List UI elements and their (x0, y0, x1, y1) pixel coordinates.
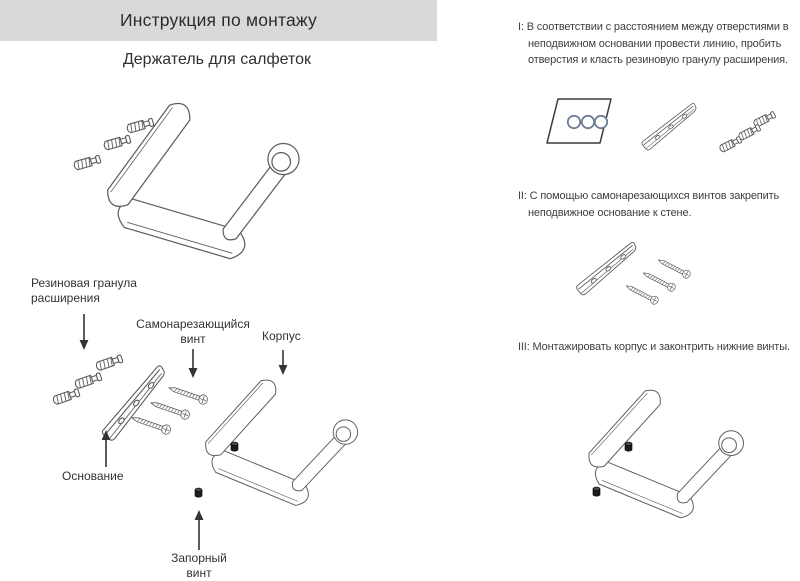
holder-body-icon (206, 380, 358, 505)
label-rubber-plug: Резиновая гранула расширения (31, 276, 137, 305)
arrow-down-icon (276, 349, 290, 376)
exploded-parts-drawing (25, 335, 465, 550)
arrow-down-icon (186, 348, 200, 379)
wall-plug-icon (52, 388, 80, 405)
screw-icon (167, 383, 208, 405)
wall-plug-icon (103, 135, 131, 151)
holder-body-icon (589, 390, 744, 517)
label-locking-screw: Запорный винт (171, 551, 227, 580)
step-2-parts-drawing (550, 228, 780, 323)
screw-icon (624, 282, 659, 305)
title-band (0, 0, 437, 41)
assembled-holder-drawing (60, 85, 390, 270)
locking-screw-icon (593, 487, 600, 496)
arrow-up-icon (192, 509, 206, 551)
wall-plug-icon (719, 136, 742, 153)
locking-screw-icon (195, 488, 202, 497)
wall-plug-icon (738, 124, 761, 141)
label-self-tapping-screw: Самонарезающийся винт (136, 317, 250, 346)
step-3-text: III: Монтажировать корпус и законтрить нижние винты. (518, 341, 790, 353)
step-1-parts-drawing (530, 88, 790, 168)
wall-plug-icon (73, 155, 101, 171)
locking-screw-icon (625, 442, 632, 451)
screw-icon (149, 398, 190, 420)
product-subtitle: Держатель для салфеток (122, 51, 312, 68)
screw-icon (130, 413, 171, 435)
page-title: Инструкция по монтажу (120, 10, 317, 30)
screw-icon (641, 269, 676, 292)
step-2-text: II: С помощью самонарезающихся винтов закрепить неподвижное основание к стене. (518, 190, 780, 219)
wall-plug-icon (74, 372, 102, 389)
step-1-text: I: В соответствии с расстоянием между отверстиями в неподвижном основании провести линию, пробить отверстия и класть резиновую гранулу расширения. (518, 21, 789, 66)
screw-icon (656, 256, 691, 279)
arrow-down-icon (77, 313, 91, 351)
label-base: Основание (62, 469, 124, 483)
arrow-up-icon (99, 429, 113, 468)
locking-screw-icon (231, 442, 238, 451)
step-3-parts-drawing (555, 368, 790, 533)
wall-plug-icon (95, 354, 123, 371)
drilling-template-icon (547, 99, 611, 143)
label-body: Корпус (262, 329, 301, 343)
base-rail-icon (639, 103, 702, 152)
